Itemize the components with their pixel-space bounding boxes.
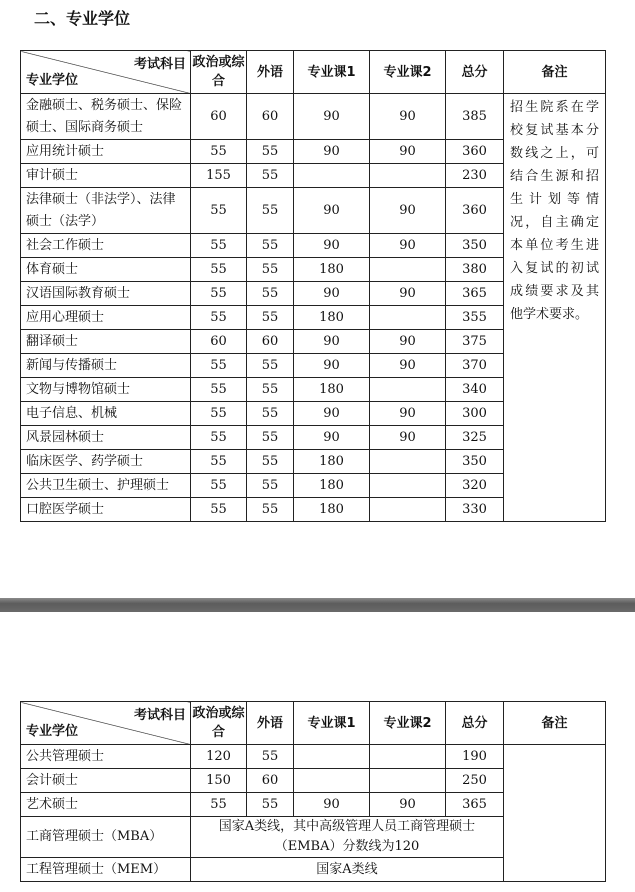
course2-score-cell: 90: [370, 188, 446, 234]
course2-header: 专业课2: [370, 51, 446, 94]
foreign-score-cell: 55: [247, 498, 294, 522]
course1-score-cell: 90: [294, 234, 370, 258]
course2-score-cell: 90: [370, 140, 446, 164]
merged-note-cell: 国家A类线: [191, 858, 504, 882]
degree-name-cell: 应用心理硕士: [21, 306, 191, 330]
politics-score-cell: 55: [191, 450, 247, 474]
course2-score-cell: 90: [370, 426, 446, 450]
politics-score-cell: 55: [191, 234, 247, 258]
course2-score-cell: 90: [370, 402, 446, 426]
foreign-score-cell: 55: [247, 306, 294, 330]
degree-name-cell: 文物与博物馆硕士: [21, 378, 191, 402]
course2-score-cell: [370, 164, 446, 188]
course2-score-cell: [370, 450, 446, 474]
scores-table-continued: [20, 701, 606, 882]
total-score-cell: 350: [446, 234, 504, 258]
course1-score-cell: 90: [294, 793, 370, 817]
section-title: 二、专业学位: [34, 9, 131, 28]
politics-score-cell: 55: [191, 282, 247, 306]
foreign-score-cell: 55: [247, 258, 294, 282]
politics-score-cell: 55: [191, 306, 247, 330]
course1-score-cell: 180: [294, 306, 370, 330]
foreign-score-cell: 60: [247, 769, 294, 793]
subject-header: 考试科目: [133, 57, 186, 72]
course1-score-cell: [294, 164, 370, 188]
document-page-2: [0, 612, 635, 892]
total-score-cell: 355: [446, 306, 504, 330]
politics-score-cell: 55: [191, 498, 247, 522]
degree-name-cell: 金融硕士、税务硕士、保险硕士、国际商务硕士: [21, 94, 191, 140]
foreign-score-cell: 55: [247, 745, 294, 769]
course2-score-cell: 90: [370, 94, 446, 140]
page-separator: [0, 598, 635, 612]
politics-score-cell: 55: [191, 474, 247, 498]
course2-score-cell: [370, 306, 446, 330]
total-score-cell: 350: [446, 450, 504, 474]
foreign-score-cell: 55: [247, 234, 294, 258]
course2-score-cell: 90: [370, 282, 446, 306]
degree-name-cell: 翻译硕士: [21, 330, 191, 354]
politics-score-cell: 55: [191, 258, 247, 282]
foreign-score-cell: 55: [247, 378, 294, 402]
course1-score-cell: 180: [294, 498, 370, 522]
course2-score-cell: [370, 378, 446, 402]
total-score-cell: 300: [446, 402, 504, 426]
diagonal-header-cell: [21, 51, 191, 94]
foreign-score-cell: 55: [247, 140, 294, 164]
degree-header: 专业学位: [26, 724, 79, 739]
diagonal-header-cell: [21, 702, 191, 745]
total-score-cell: 385: [446, 94, 504, 140]
total-score-cell: 320: [446, 474, 504, 498]
degree-name-cell: 公共管理硕士: [21, 745, 191, 769]
degree-name-cell: 新闻与传播硕士: [21, 354, 191, 378]
course1-score-cell: 180: [294, 258, 370, 282]
table-row: [21, 745, 606, 769]
degree-name-cell: 电子信息、机械: [21, 402, 191, 426]
foreign-score-cell: 55: [247, 426, 294, 450]
course1-header: 专业课1: [294, 702, 370, 745]
total-score-cell: 380: [446, 258, 504, 282]
politics-header: 政治或综合: [191, 51, 247, 94]
degree-name-cell: 审计硕士: [21, 164, 191, 188]
scores-table-main: [20, 50, 606, 522]
course2-header: 专业课2: [370, 702, 446, 745]
degree-name-cell: 应用统计硕士: [21, 140, 191, 164]
course2-score-cell: [370, 258, 446, 282]
table-row: [21, 94, 606, 140]
total-score-cell: 250: [446, 769, 504, 793]
foreign-score-cell: 55: [247, 450, 294, 474]
foreign-header: 外语: [247, 702, 294, 745]
course2-score-cell: [370, 474, 446, 498]
subject-header: 考试科目: [133, 708, 186, 723]
total-score-cell: 360: [446, 188, 504, 234]
course2-score-cell: [370, 745, 446, 769]
course2-score-cell: 90: [370, 330, 446, 354]
total-score-cell: 190: [446, 745, 504, 769]
course2-score-cell: 90: [370, 793, 446, 817]
degree-name-cell: 法律硕士（非法学）、法律硕士（法学）: [21, 188, 191, 234]
degree-name-cell: 工商管理硕士（MBA）: [21, 817, 191, 858]
degree-name-cell: 体育硕士: [21, 258, 191, 282]
course1-header: 专业课1: [294, 51, 370, 94]
course1-score-cell: 180: [294, 450, 370, 474]
degree-name-cell: 会计硕士: [21, 769, 191, 793]
course2-score-cell: [370, 498, 446, 522]
course1-score-cell: 90: [294, 188, 370, 234]
politics-header: 政治或综合: [191, 702, 247, 745]
course2-score-cell: 90: [370, 354, 446, 378]
degree-name-cell: 公共卫生硕士、护理硕士: [21, 474, 191, 498]
foreign-score-cell: 55: [247, 402, 294, 426]
foreign-score-cell: 55: [247, 354, 294, 378]
degree-name-cell: 汉语国际教育硕士: [21, 282, 191, 306]
politics-score-cell: 155: [191, 164, 247, 188]
total-score-cell: 330: [446, 498, 504, 522]
course1-score-cell: 90: [294, 354, 370, 378]
course1-score-cell: [294, 769, 370, 793]
politics-score-cell: 55: [191, 426, 247, 450]
total-score-cell: 325: [446, 426, 504, 450]
politics-score-cell: 120: [191, 745, 247, 769]
remarks-cell: 招生院系在学校复试基本分数线之上，可结合生源和招生计划等情况，自主确定本单位考生进入复试的初试成绩要求及其他学术要求。: [504, 94, 606, 522]
degree-name-cell: 工程管理硕士（MEM）: [21, 858, 191, 882]
remarks-header: 备注: [504, 51, 606, 94]
course1-score-cell: 90: [294, 282, 370, 306]
remarks-header: 备注: [504, 702, 606, 745]
degree-name-cell: 临床医学、药学硕士: [21, 450, 191, 474]
foreign-header: 外语: [247, 51, 294, 94]
degree-name-cell: 口腔医学硕士: [21, 498, 191, 522]
foreign-score-cell: 55: [247, 474, 294, 498]
politics-score-cell: 60: [191, 94, 247, 140]
politics-score-cell: 55: [191, 354, 247, 378]
course1-score-cell: 180: [294, 474, 370, 498]
foreign-score-cell: 55: [247, 282, 294, 306]
total-score-cell: 360: [446, 140, 504, 164]
politics-score-cell: 55: [191, 378, 247, 402]
total-header: 总分: [446, 702, 504, 745]
total-score-cell: 375: [446, 330, 504, 354]
total-score-cell: 370: [446, 354, 504, 378]
foreign-score-cell: 55: [247, 793, 294, 817]
politics-score-cell: 55: [191, 188, 247, 234]
course1-score-cell: 90: [294, 402, 370, 426]
total-header: 总分: [446, 51, 504, 94]
merged-note-cell: 国家A类线，其中高级管理人员工商管理硕士（EMBA）分数线为120: [191, 817, 504, 858]
politics-score-cell: 55: [191, 402, 247, 426]
politics-score-cell: 60: [191, 330, 247, 354]
course1-score-cell: 90: [294, 426, 370, 450]
degree-name-cell: 风景园林硕士: [21, 426, 191, 450]
politics-score-cell: 150: [191, 769, 247, 793]
foreign-score-cell: 55: [247, 164, 294, 188]
course1-score-cell: 90: [294, 140, 370, 164]
course1-score-cell: 90: [294, 330, 370, 354]
degree-name-cell: 艺术硕士: [21, 793, 191, 817]
degree-name-cell: 社会工作硕士: [21, 234, 191, 258]
total-score-cell: 230: [446, 164, 504, 188]
total-score-cell: 365: [446, 282, 504, 306]
remarks-cell: [504, 745, 606, 882]
course2-score-cell: [370, 769, 446, 793]
total-score-cell: 365: [446, 793, 504, 817]
foreign-score-cell: 60: [247, 330, 294, 354]
course1-score-cell: 180: [294, 378, 370, 402]
politics-score-cell: 55: [191, 140, 247, 164]
course1-score-cell: [294, 745, 370, 769]
course2-score-cell: 90: [370, 234, 446, 258]
total-score-cell: 340: [446, 378, 504, 402]
foreign-score-cell: 60: [247, 94, 294, 140]
course1-score-cell: 90: [294, 94, 370, 140]
politics-score-cell: 55: [191, 793, 247, 817]
degree-header: 专业学位: [26, 73, 79, 88]
foreign-score-cell: 55: [247, 188, 294, 234]
